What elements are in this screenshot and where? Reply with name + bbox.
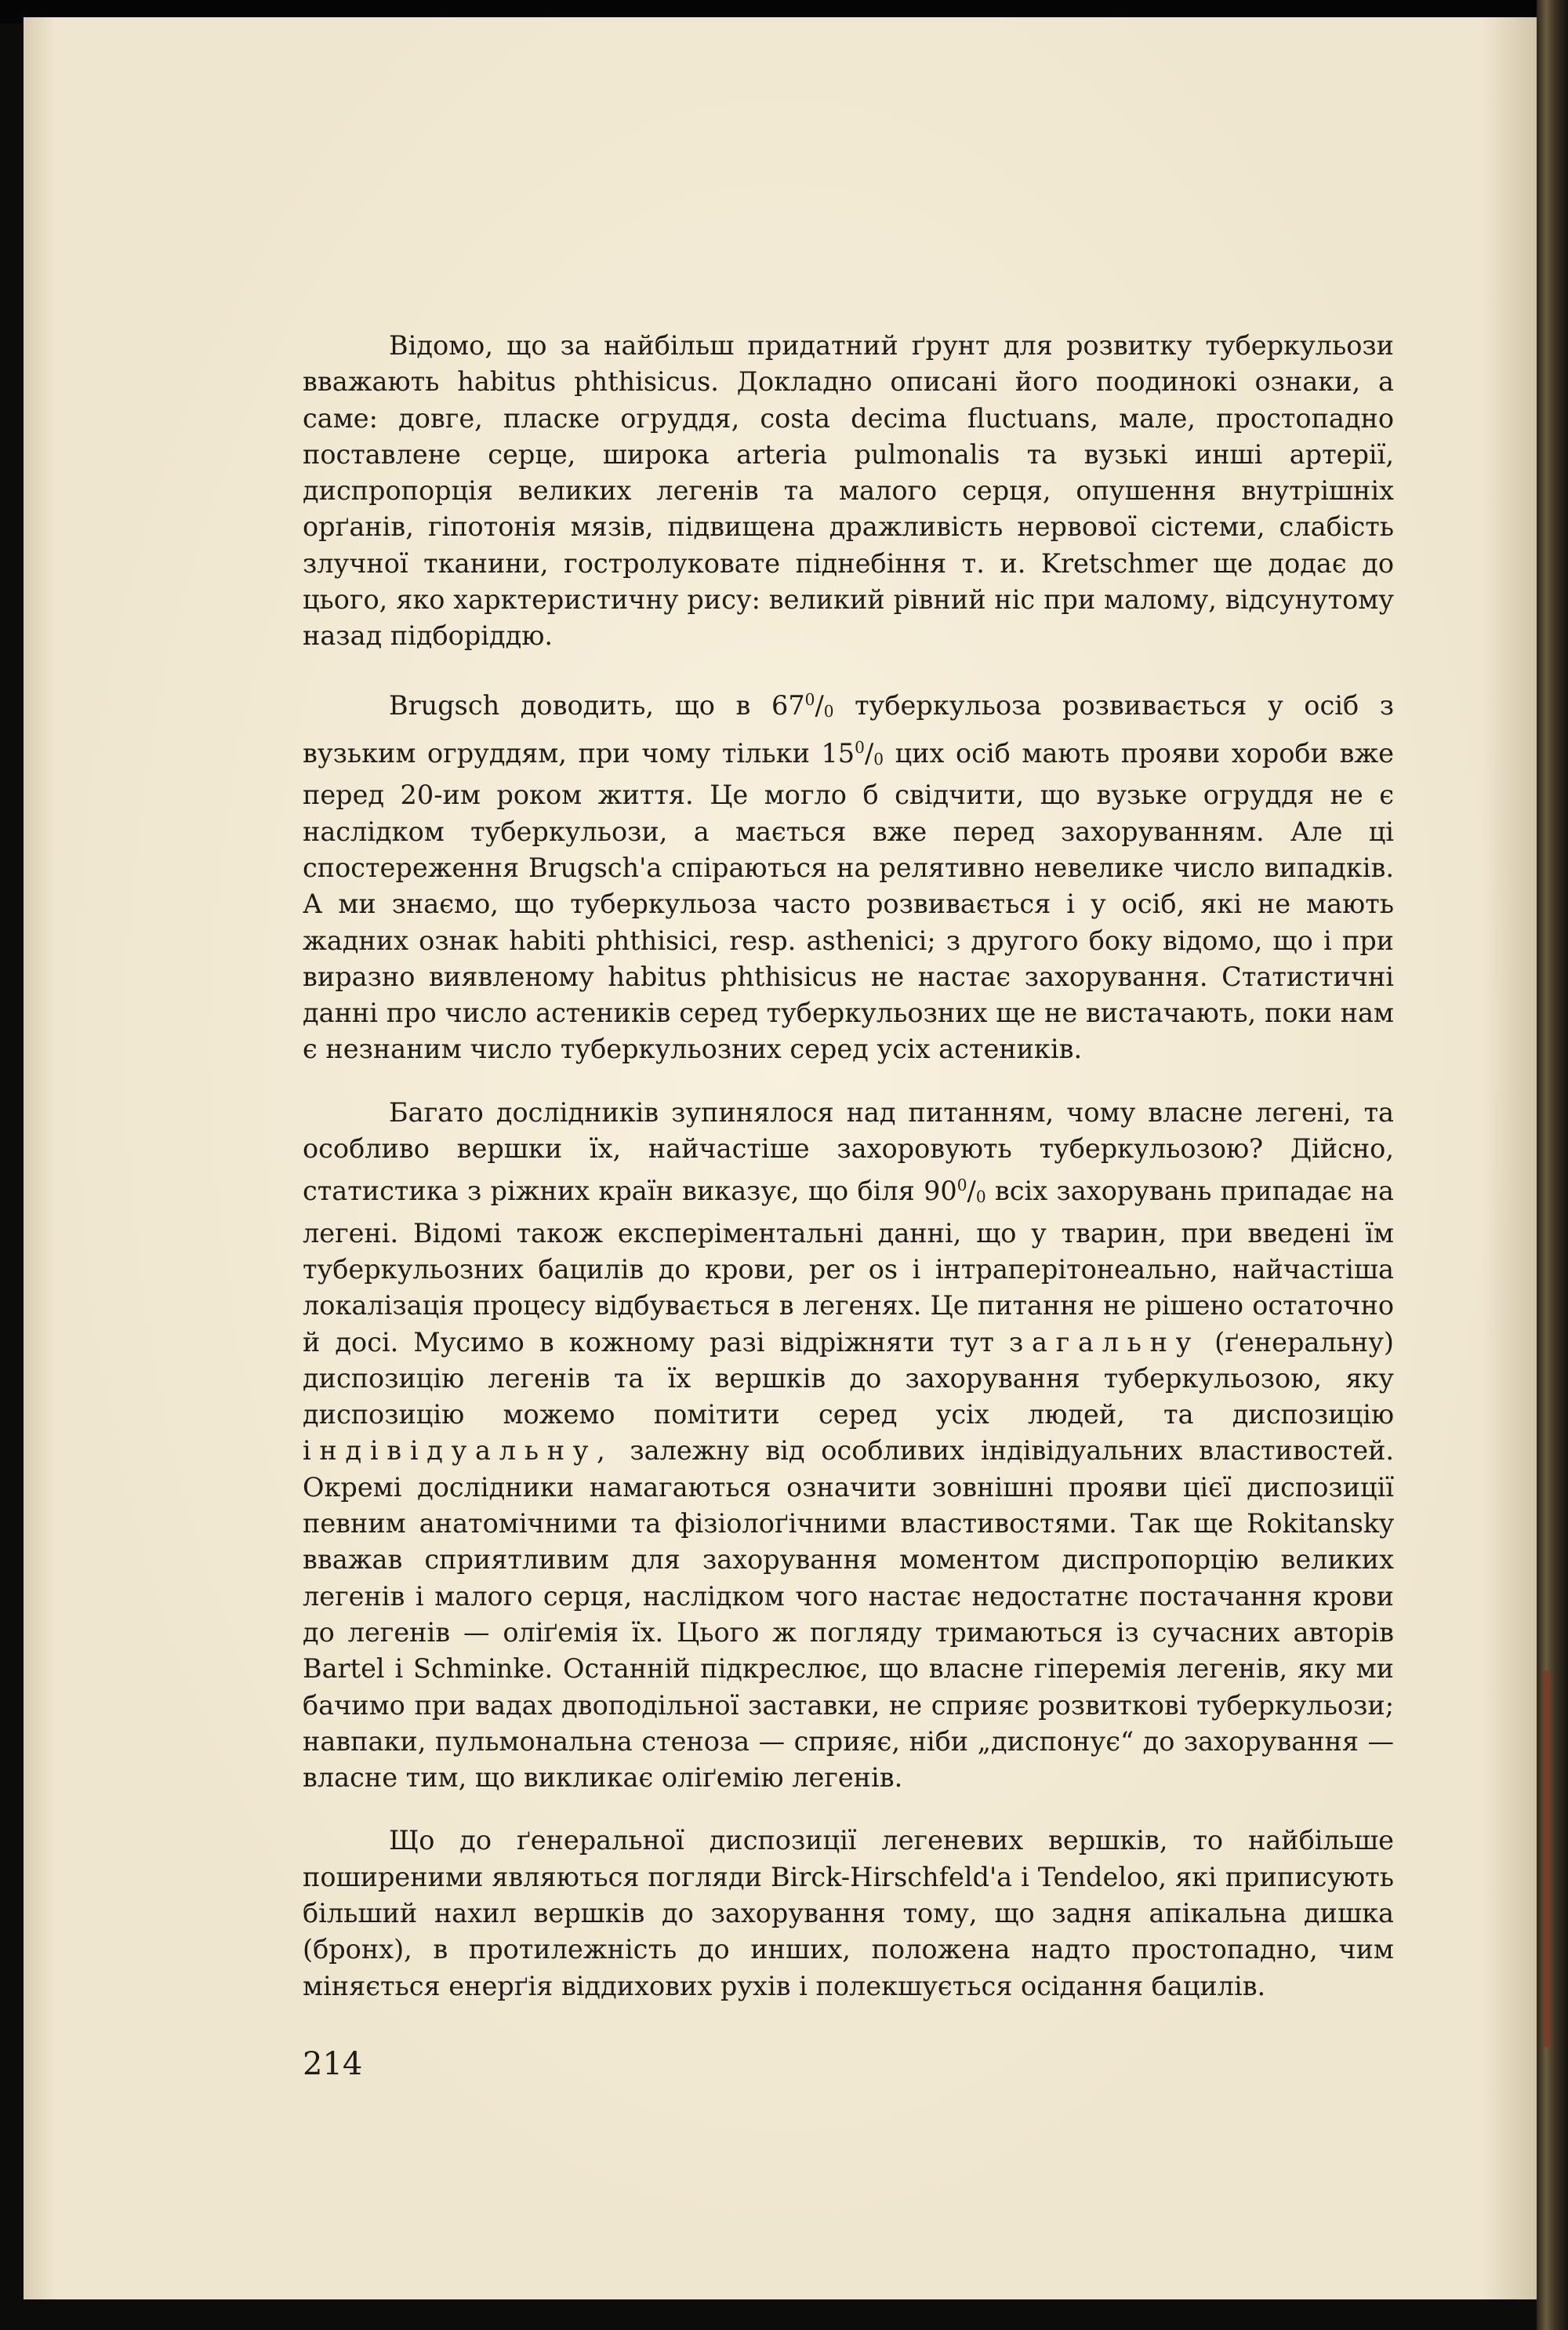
percent-sign-slash: /: [967, 1176, 976, 1207]
percent-sign-slash: /: [864, 738, 874, 769]
page-number: 214: [303, 2046, 363, 2082]
spaced-emphasis-general: загальну: [1009, 1326, 1200, 1358]
percent-sign-top: 0: [804, 689, 815, 709]
paragraph-3-part-2: всіх захорувань припадає на легені. Відомі також експеріментальні данні, що у тварин, при введені їм туберкульозних бацилів до крови, per os і інтраперітонеально, найчастіша локалізація процесу відбувається в легенях. Це питання не рішено остаточно й досі. Мусимо в кожному разі відріжняти тут: [303, 1176, 1395, 1358]
percent-sign-bottom: 0: [873, 750, 884, 769]
percent-sign-top: 0: [956, 1176, 967, 1195]
paragraph-3-part-3: (ґенеральну) диспозицію легенів та їх вершків до захорування туберкульозою, яку диспозицію можемо помітити серед усіх людей, та диспозицію: [303, 1326, 1394, 1430]
paragraph-3: [303, 1095, 1394, 1797]
paragraph-2-part-3: цих осіб мають прояви хороби вже перед 20-им роком життя. Це могло б свідчити, що вузьке огруддя не є наслідком туберкульози, а мається вже перед захоруванням. Але ці спостереження Brugsch'а спіраються на релятивно невелике число випадків. А ми знаємо, що туберкульоза часто розвивається і у осіб, які не мають жадних ознак habiti phthisici, resp. asthenici; з другого боку відомо, що і при виразно виявленому habitus phthisicus не настає захорування. Статистичні данні про число астеників серед туберкульозних ще не вистачають, поки нам є незнаним число туберкульозних серед усіх астеників.: [303, 738, 1395, 1065]
paragraph-2-part-2: туберкульоза розвивається у осіб з вузьким огруддям, при чому тільки 15: [303, 689, 1394, 769]
paragraph-1: Відомо, що за найбільш придатний ґрунт для розвитку туберкульози вважають habitus phthisicus. Докладно описані його поодинокі ознаки, а саме: довге, пласке огруддя, costa decima fluctuans, мале, простопадно поставлене серце, широка arteria pulmonalis та вузькі инші артерії, диспропорція великих легенів та малого серця, опушення внутрішніх орґанів, гіпотонія мязів, підвищена дражливість нервової сістеми, слабість злучної тканини, гостролуковате піднебіння т. и. Kretschmer ще додає до цього, яко харктеристичну рису: великий рівний ніс при малому, відсунутому назад підборіддю.: [303, 330, 1394, 652]
spine-ribbon-mark: [1543, 1670, 1551, 2047]
spaced-emphasis-individual: індівідуальну,: [303, 1435, 614, 1467]
percent-sign-top: 0: [855, 738, 865, 758]
text-column: [303, 328, 1394, 2005]
percent-sign-bottom: 0: [823, 701, 834, 721]
paragraph-4: Що до ґенеральної диспозиції легеневих вершків, то найбільше поширеними являються погляди Birck-Hirschfeld'а і Tendeloo, які приписують більший нахил вершків до захорування тому, що задня апікальна дишка (бронх), в протилежність до инших, положена надто простопадно, чим міняється енерґія віддихових рухів і полекшується осідання бацилів.: [303, 1825, 1394, 2001]
paragraph-3-part-1: Багато дослідників зупинялося над питанням, чому власне легені, та особливо вершки їх, найчастіше захоровують туберкульозою? Дійсно, статистика з ріжних країн виказує, що біля 90: [303, 1096, 1394, 1207]
percent-sign-bottom: 0: [975, 1187, 986, 1207]
paragraph-3-part-4: залежну від особливих індівідуальних властивостей. Окремі дослідники намагаються означити зовнішні прояви цієї диспозиції певним анатомічними та фізіолоґічними властивостями. Так ще Rokitansky вважав сприятливим для захорування моментом диспропорцію великих легенів і малого серця, наслідком чого настає недостатнє постачання крови до легенів — оліґемія їх. Цього ж погляду тримаються із сучасних авторів Bartel і Schminke. Останній підкреслює, що власне гіперемія легенів, яку ми бачимо при вадах двоподільної заставки, не сприяє розвиткові туберкульози; навпаки, пульмональна стеноза — сприяє, ніби „диспонує“ до захорування — власне тим, що викликає оліґемію легенів.: [303, 1435, 1394, 1794]
percent-sign-slash: /: [815, 689, 824, 721]
book-spine: [1537, 0, 1568, 2330]
paragraph-2-part-1: Brugsch доводить, що в 67: [389, 689, 805, 721]
paragraph-2: [303, 682, 1394, 1068]
